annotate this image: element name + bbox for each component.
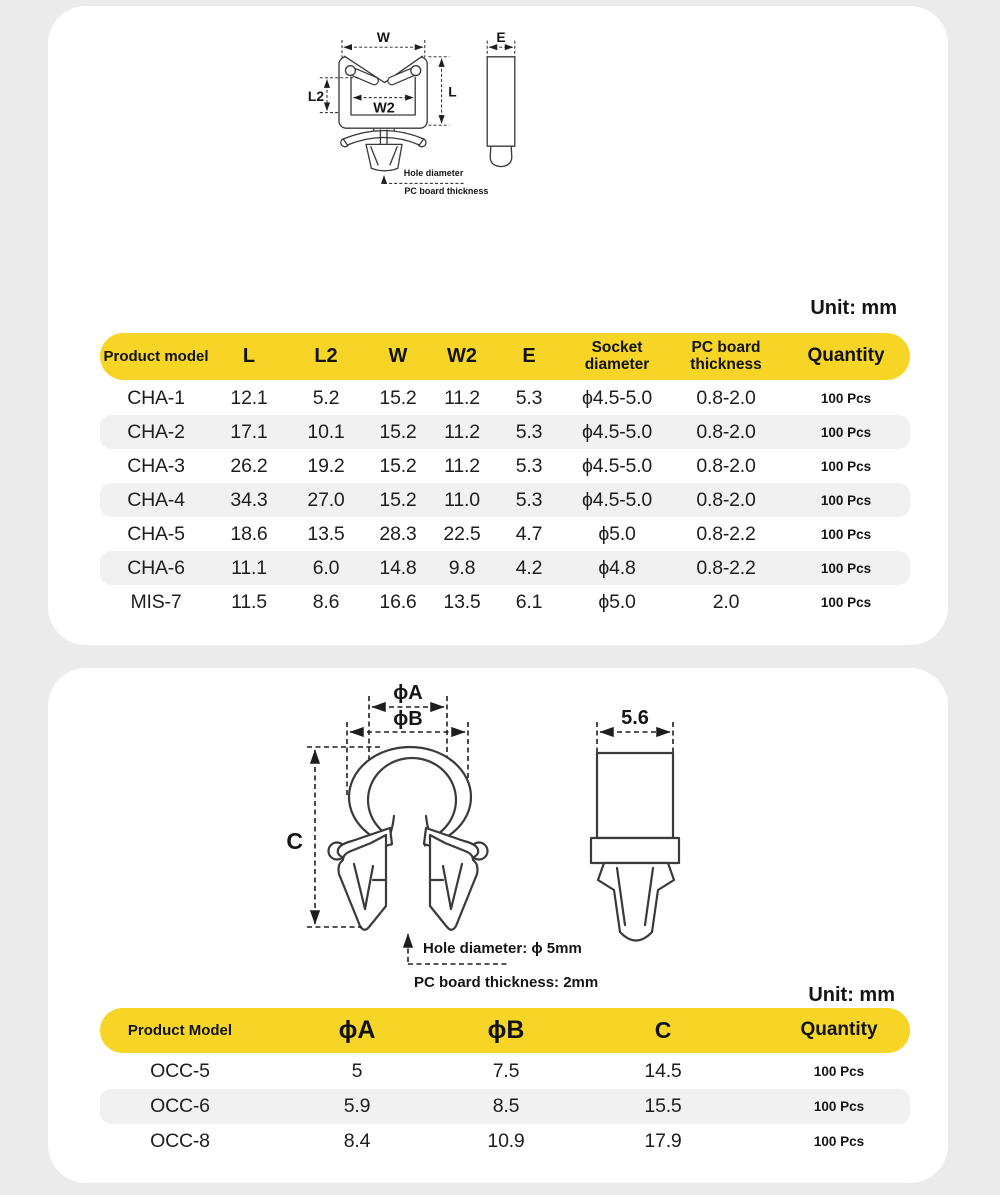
- table-row: [100, 585, 910, 619]
- spec-value-cell: ϕ4.5-5.0: [581, 454, 653, 477]
- spec-value-cell: 5.3: [515, 386, 543, 409]
- clamp-side-view: [591, 753, 679, 941]
- product-model-cell: CHA-3: [127, 454, 185, 477]
- spec-value-cell: ϕ4.5-5.0: [581, 386, 653, 409]
- spec-value-cell: 8.5: [492, 1095, 520, 1117]
- table-row: [100, 551, 910, 585]
- quantity-cell: 100 Pcs: [820, 560, 872, 576]
- quantity-cell: 100 Pcs: [813, 1134, 865, 1149]
- spec-value-cell: 5.2: [312, 386, 340, 409]
- spec-value-cell: 19.2: [307, 454, 345, 477]
- dim-label-phia: ϕA: [393, 682, 423, 704]
- quantity-cell: 100 Pcs: [820, 390, 872, 406]
- quantity-cell: 100 Pcs: [820, 458, 872, 474]
- product-model-cell: CHA-2: [127, 420, 185, 443]
- spec-value-cell: ϕ5.0: [598, 590, 636, 613]
- spec-value-cell: 11.2: [444, 386, 480, 409]
- table-header-row: [100, 333, 910, 380]
- dim-label-l: L: [448, 84, 457, 100]
- product-model-cell: OCC-5: [150, 1060, 210, 1082]
- spec-value-cell: 0.8-2.0: [696, 420, 756, 443]
- spec-value-cell: 27.0: [307, 488, 345, 511]
- spec-value-cell: 5.3: [515, 488, 543, 511]
- dim-label-phib: ϕB: [393, 708, 423, 730]
- column-header: PC board thickness: [690, 339, 762, 373]
- column-header: ϕA: [338, 1016, 376, 1045]
- spec-value-cell: 5.3: [515, 420, 543, 443]
- quantity-cell: 100 Pcs: [813, 1099, 865, 1114]
- spec-value-cell: 5: [351, 1060, 363, 1082]
- spec-value-cell: 14.5: [644, 1060, 682, 1082]
- clamp-front-view: [329, 747, 488, 930]
- spec-value-cell: 4.7: [515, 522, 543, 545]
- column-header: Quantity: [807, 345, 885, 367]
- spec-value-cell: 4.2: [515, 556, 543, 579]
- quantity-cell: 100 Pcs: [820, 594, 872, 610]
- column-header: C: [654, 1017, 672, 1044]
- hole-diameter-label: Hole diameter: ϕ 5mm: [423, 940, 582, 957]
- spec-value-cell: ϕ4.8: [598, 556, 636, 579]
- spec-value-cell: 16.6: [379, 590, 417, 613]
- spec-value-cell: 5.3: [515, 454, 543, 477]
- spec-value-cell: 22.5: [443, 522, 481, 545]
- quantity-cell: 100 Pcs: [820, 424, 872, 440]
- spec-value-cell: 15.2: [379, 488, 417, 511]
- spec-value-cell: 26.2: [230, 454, 268, 477]
- table-header-row: [100, 1008, 910, 1053]
- quantity-cell: 100 Pcs: [813, 1064, 865, 1079]
- spec-value-cell: 2.0: [712, 590, 740, 613]
- pcb-thickness-label: PC board thickness: 2mm: [414, 974, 599, 991]
- spec-value-cell: 8.4: [343, 1130, 371, 1152]
- spec-value-cell: 0.8-2.0: [696, 454, 756, 477]
- column-header: Product model: [103, 347, 209, 365]
- spec-value-cell: 15.5: [644, 1095, 682, 1117]
- table-row: [100, 381, 910, 415]
- spec-value-cell: ϕ5.0: [598, 522, 636, 545]
- column-header: W: [388, 344, 408, 367]
- spec-value-cell: 0.8-2.0: [696, 488, 756, 511]
- product-model-cell: CHA-5: [127, 522, 185, 545]
- spec-card-cha-series: [48, 6, 948, 645]
- cha-spec-table: [100, 333, 910, 619]
- spec-value-cell: 0.8-2.0: [696, 386, 756, 409]
- unit-note: Unit: mm: [810, 297, 897, 319]
- product-model-cell: MIS-7: [130, 590, 182, 613]
- spec-value-cell: 0.8-2.2: [696, 556, 756, 579]
- table-row: [100, 449, 910, 483]
- column-header: Product Model: [127, 1021, 233, 1039]
- spec-card-occ-series: [48, 668, 948, 1183]
- spec-value-cell: 10.9: [487, 1130, 525, 1152]
- dimension-diagram-cha: [300, 25, 750, 315]
- column-header: W2: [447, 344, 477, 367]
- spec-value-cell: 5.9: [343, 1095, 371, 1117]
- dimension-diagram-occ: [280, 680, 700, 1000]
- spec-value-cell: 11.0: [444, 488, 480, 511]
- column-header: ϕB: [487, 1016, 525, 1045]
- dim-label-l2: L2: [307, 89, 325, 105]
- product-model-cell: CHA-4: [127, 488, 185, 511]
- table-row: [100, 1089, 910, 1124]
- column-header: Socket diameter: [584, 339, 650, 373]
- spec-value-cell: 11.2: [444, 420, 480, 443]
- quantity-cell: 100 Pcs: [820, 492, 872, 508]
- hole-diameter-label: Hole diameter: [403, 168, 464, 179]
- dim-label-w2: W2: [373, 100, 395, 117]
- table-row: [100, 517, 910, 551]
- spec-value-cell: ϕ4.5-5.0: [581, 488, 653, 511]
- spec-value-cell: 15.2: [379, 420, 417, 443]
- spec-value-cell: 11.5: [231, 590, 267, 613]
- dim-label-sidewidth: 5.6: [621, 707, 649, 729]
- spec-value-cell: 28.3: [379, 522, 417, 545]
- product-model-cell: CHA-1: [127, 386, 185, 409]
- table-body: [100, 381, 910, 619]
- table-row: [100, 483, 910, 517]
- spec-value-cell: 8.6: [312, 590, 340, 613]
- spec-value-cell: 11.1: [231, 556, 267, 579]
- spec-value-cell: 11.2: [444, 454, 480, 477]
- spec-value-cell: 15.2: [379, 386, 417, 409]
- spec-value-cell: 7.5: [492, 1060, 520, 1082]
- spec-value-cell: 13.5: [307, 522, 345, 545]
- product-model-cell: OCC-8: [150, 1130, 210, 1152]
- clip-side-view: [487, 57, 515, 167]
- spec-value-cell: 17.9: [644, 1130, 682, 1152]
- dim-label-c: C: [286, 828, 303, 854]
- table-row: [100, 415, 910, 449]
- pcb-thickness-label: PC board thickness: [404, 186, 489, 197]
- spec-value-cell: 15.2: [379, 454, 417, 477]
- table-row: [100, 1124, 910, 1159]
- column-header: L: [242, 344, 256, 367]
- spec-value-cell: 6.0: [312, 556, 340, 579]
- spec-value-cell: 10.1: [307, 420, 345, 443]
- quantity-cell: 100 Pcs: [820, 526, 872, 542]
- product-model-cell: CHA-6: [127, 556, 185, 579]
- spec-value-cell: 14.8: [379, 556, 417, 579]
- spec-value-cell: 0.8-2.2: [696, 522, 756, 545]
- spec-value-cell: ϕ4.5-5.0: [581, 420, 653, 443]
- spec-value-cell: 6.1: [515, 590, 543, 613]
- spec-value-cell: 12.1: [230, 386, 268, 409]
- spec-value-cell: 34.3: [230, 488, 268, 511]
- unit-note: Unit: mm: [808, 984, 895, 1006]
- column-header: E: [522, 344, 536, 367]
- spec-value-cell: 13.5: [443, 590, 481, 613]
- spec-value-cell: 9.8: [448, 556, 476, 579]
- table-body: [100, 1054, 910, 1159]
- dim-label-e: E: [496, 29, 506, 45]
- column-header: L2: [314, 344, 338, 367]
- spec-value-cell: 17.1: [230, 420, 268, 443]
- product-model-cell: OCC-6: [150, 1095, 210, 1117]
- dim-label-w: W: [376, 29, 390, 45]
- occ-spec-table: [100, 1008, 910, 1159]
- column-header: Quantity: [800, 1019, 878, 1041]
- spec-value-cell: 18.6: [230, 522, 268, 545]
- table-row: [100, 1054, 910, 1089]
